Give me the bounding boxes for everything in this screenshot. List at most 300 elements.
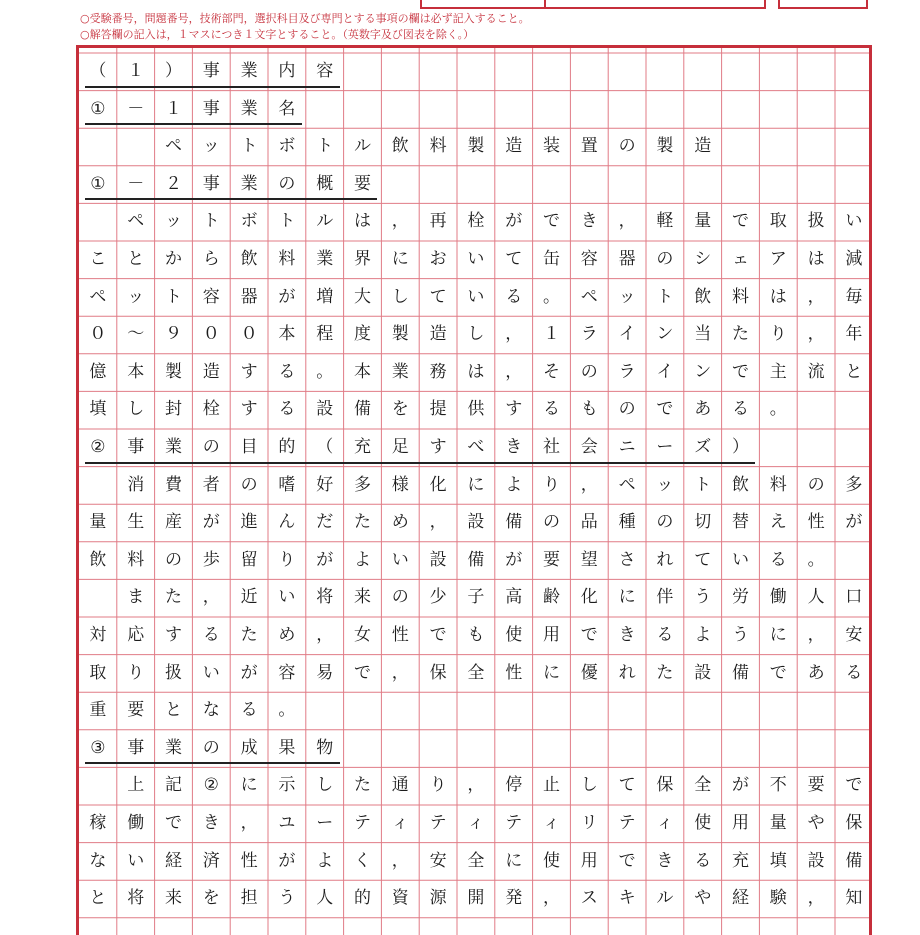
- answer-char: ）: [731, 437, 749, 457]
- answer-char: ②: [90, 437, 106, 457]
- answer-char: る: [694, 850, 712, 871]
- answer-char: 充: [353, 437, 371, 457]
- answer-char: い: [467, 249, 485, 269]
- answer-char: ～: [127, 324, 145, 345]
- answer-char: 働: [769, 587, 787, 608]
- heading-underline: [85, 762, 340, 764]
- answer-char: め: [391, 512, 409, 533]
- answer-char: 済: [202, 850, 220, 871]
- answer-char: 製: [656, 136, 674, 157]
- answer-char: よ: [353, 549, 371, 570]
- answer-char: だ: [316, 512, 334, 533]
- answer-char: と: [164, 700, 182, 721]
- answer-char: が: [278, 850, 296, 871]
- answer-char: ９: [164, 324, 182, 345]
- answer-char: 安: [845, 625, 863, 645]
- answer-char: が: [731, 775, 749, 796]
- subject-box: [778, 0, 868, 9]
- answer-char: ェ: [731, 249, 749, 269]
- answer-char: う: [731, 625, 749, 645]
- answer-char: 億: [89, 361, 107, 382]
- answer-char: り: [769, 324, 787, 345]
- answer-char: れ: [656, 549, 674, 570]
- answer-char: 設: [316, 399, 334, 420]
- answer-char: ー: [316, 813, 334, 833]
- answer-char: で: [429, 625, 447, 645]
- answer-char: 止: [542, 775, 560, 796]
- answer-char: 物: [316, 737, 334, 758]
- answer-char: え: [769, 512, 787, 533]
- answer-char: 足: [391, 437, 409, 457]
- answer-char: 備: [731, 662, 749, 683]
- answer-char: ッ: [127, 286, 145, 307]
- answer-char: 。: [807, 549, 825, 570]
- answer-char: も: [580, 399, 598, 420]
- answer-char: 業: [391, 361, 409, 382]
- answer-char: ッ: [202, 136, 220, 157]
- answer-char: い: [127, 850, 145, 871]
- answer-char: き: [202, 813, 220, 833]
- exam-number-box: [420, 0, 548, 9]
- answer-char: 業: [240, 173, 258, 194]
- answer-char: 造: [202, 361, 220, 382]
- answer-char: ト: [316, 136, 334, 157]
- answer-char: ボ: [240, 211, 258, 232]
- answer-char: 成: [240, 737, 258, 758]
- answer-char: の: [618, 399, 636, 420]
- heading-underline: [85, 86, 340, 88]
- answer-char: 造: [694, 136, 712, 157]
- answer-char: テ: [429, 813, 447, 833]
- answer-char: 飲: [731, 474, 749, 495]
- answer-char: 供: [467, 399, 485, 420]
- answer-char: 会: [580, 437, 598, 457]
- answer-char: し: [127, 399, 145, 420]
- answer-char: よ: [694, 625, 712, 645]
- answer-char: あ: [694, 399, 712, 420]
- answer-char: ペ: [580, 286, 598, 307]
- answer-char: れ: [618, 662, 636, 683]
- answer-char: 留: [240, 549, 258, 570]
- answer-char: 年: [845, 324, 863, 345]
- answer-char: 容: [278, 662, 296, 683]
- answer-char: ィ: [467, 813, 485, 833]
- answer-char: よ: [505, 474, 523, 495]
- answer-char: や: [694, 888, 712, 909]
- answer-char: 。: [769, 399, 787, 420]
- answer-char: 量: [89, 512, 107, 533]
- answer-char: 望: [580, 549, 598, 570]
- answer-char: き: [580, 211, 598, 232]
- answer-char: を: [202, 888, 220, 909]
- answer-char: 歩: [202, 549, 220, 570]
- answer-char: 容: [580, 249, 598, 269]
- answer-char: が: [278, 286, 296, 307]
- answer-char: 記: [164, 775, 182, 796]
- answer-char: て: [429, 286, 447, 307]
- answer-char: 担: [240, 888, 258, 909]
- answer-char: 種: [618, 512, 636, 533]
- answer-char: 用: [542, 625, 560, 645]
- answer-char: の: [656, 249, 674, 269]
- answer-char: 造: [505, 136, 523, 157]
- answer-char: ，: [316, 625, 334, 645]
- answer-char: ル: [353, 136, 371, 157]
- answer-char: い: [278, 587, 296, 608]
- answer-char: 飲: [694, 286, 712, 307]
- department-box: [544, 0, 766, 9]
- answer-char: 性: [240, 850, 258, 871]
- instruction-1: ○受験番号，問題番号，技術部門，選択科目及び専門とする事項の欄は必ず記入すること。: [80, 12, 530, 25]
- answer-char: と: [127, 249, 145, 269]
- answer-char: が: [240, 662, 258, 683]
- answer-char: 業: [316, 249, 334, 269]
- answer-char: 流: [807, 361, 825, 382]
- answer-char: る: [278, 399, 296, 420]
- answer-char: 事: [202, 61, 220, 81]
- answer-char: に: [769, 625, 787, 645]
- answer-char: い: [845, 211, 863, 232]
- answer-char: ，: [618, 211, 636, 232]
- answer-char: 置: [580, 136, 598, 157]
- answer-char: 器: [618, 249, 636, 269]
- answer-char: ル: [316, 211, 334, 232]
- answer-char: す: [240, 361, 258, 382]
- answer-char: 造: [429, 324, 447, 345]
- answer-char: ペ: [127, 211, 145, 232]
- answer-char: ト: [240, 136, 258, 157]
- answer-char: 使: [694, 813, 712, 833]
- answer-char: 封: [164, 399, 182, 420]
- answer-char: と: [89, 888, 107, 909]
- answer-char: （: [316, 437, 334, 457]
- answer-char: 近: [240, 587, 258, 608]
- answer-char: ー: [656, 437, 674, 457]
- answer-char: 界: [353, 249, 371, 269]
- answer-char: 減: [845, 249, 863, 269]
- answer-char: を: [391, 399, 409, 420]
- answer-char: ユ: [278, 813, 296, 833]
- answer-char: 填: [769, 850, 787, 871]
- answer-char: （: [89, 61, 107, 81]
- answer-char: の: [202, 437, 220, 457]
- answer-char: な: [89, 850, 107, 871]
- answer-char: 上: [127, 775, 145, 796]
- answer-char: は: [807, 249, 825, 269]
- answer-char: で: [731, 361, 749, 382]
- answer-char: 増: [316, 286, 334, 307]
- answer-char: 業: [240, 98, 258, 119]
- answer-char: 備: [467, 549, 485, 570]
- answer-char: か: [164, 249, 182, 269]
- answer-char: 扱: [164, 662, 182, 683]
- answer-char: の: [807, 474, 825, 495]
- answer-char: う: [694, 587, 712, 608]
- answer-char: す: [240, 399, 258, 420]
- answer-char: 業: [164, 737, 182, 758]
- answer-char: 度: [353, 324, 371, 345]
- answer-char: 扱: [807, 211, 825, 232]
- answer-char: 様: [391, 474, 409, 495]
- answer-char: ィ: [391, 813, 409, 833]
- answer-char: 概: [316, 173, 334, 194]
- answer-char: た: [731, 324, 749, 345]
- answer-char: 切: [694, 512, 712, 533]
- answer-char: ィ: [542, 813, 560, 833]
- answer-char: が: [505, 211, 523, 232]
- answer-char: 知: [845, 888, 863, 909]
- answer-char: ニ: [618, 437, 636, 457]
- answer-char: 程: [316, 324, 334, 345]
- answer-char: 内: [278, 61, 296, 81]
- answer-char: ，: [505, 324, 523, 345]
- answer-char: の: [580, 361, 598, 382]
- answer-char: 全: [467, 850, 485, 871]
- answer-char: 量: [769, 813, 787, 833]
- answer-char: ０: [202, 324, 220, 345]
- answer-char: の: [618, 136, 636, 157]
- answer-char: 多: [845, 474, 863, 495]
- answer-char: る: [202, 625, 220, 645]
- answer-char: い: [391, 549, 409, 570]
- answer-char: 労: [731, 587, 749, 608]
- answer-char: 来: [164, 888, 182, 909]
- answer-char: き: [656, 850, 674, 871]
- answer-char: 通: [391, 775, 409, 796]
- answer-char: 本: [353, 361, 371, 382]
- answer-char: の: [542, 512, 560, 533]
- answer-char: 品: [580, 512, 598, 533]
- heading-underline: [85, 123, 302, 125]
- answer-char: 女: [353, 625, 371, 645]
- answer-char: あ: [807, 662, 825, 683]
- answer-char: し: [391, 286, 409, 307]
- answer-char: 使: [542, 850, 560, 871]
- answer-char: ラ: [618, 361, 636, 382]
- answer-char: 全: [467, 662, 485, 683]
- answer-char: 。: [542, 286, 560, 307]
- answer-char: ，: [807, 324, 825, 345]
- answer-char: で: [769, 662, 787, 683]
- answer-char: で: [845, 775, 863, 796]
- answer-char: 本: [127, 361, 145, 382]
- answer-char: る: [845, 662, 863, 683]
- answer-char: 対: [89, 625, 107, 645]
- answer-char: ッ: [618, 286, 636, 307]
- answer-char: 示: [278, 775, 296, 796]
- answer-char: 缶: [542, 249, 560, 269]
- answer-char: 備: [845, 850, 863, 871]
- answer-char: ，: [391, 662, 409, 683]
- answer-char: ０: [89, 324, 107, 345]
- answer-char: ，: [505, 361, 523, 382]
- answer-char: の: [164, 549, 182, 570]
- answer-char: や: [807, 813, 825, 833]
- answer-char: 事: [127, 437, 145, 457]
- answer-char: 量: [694, 211, 712, 232]
- answer-char: 性: [391, 625, 409, 645]
- answer-char: リ: [580, 813, 598, 833]
- answer-char: 目: [240, 437, 258, 457]
- answer-char: で: [656, 399, 674, 420]
- answer-char: 料: [278, 249, 296, 269]
- answer-char: 設: [467, 512, 485, 533]
- answer-char: ，: [240, 813, 258, 833]
- answer-char: 容: [202, 286, 220, 307]
- answer-char: 開: [467, 888, 485, 909]
- answer-char: る: [278, 361, 296, 382]
- answer-char: ①: [90, 173, 106, 194]
- answer-char: ま: [127, 587, 145, 608]
- answer-char: 産: [164, 512, 182, 533]
- answer-char: し: [580, 775, 598, 796]
- answer-char: 経: [731, 888, 749, 909]
- answer-char: も: [467, 625, 485, 645]
- answer-char: 毎: [845, 286, 863, 307]
- answer-char: 源: [429, 888, 447, 909]
- answer-char: の: [656, 512, 674, 533]
- answer-char: 飲: [89, 549, 107, 570]
- answer-char: 人: [807, 587, 825, 608]
- answer-char: 優: [580, 662, 598, 683]
- answer-char: す: [164, 625, 182, 645]
- instruction-2: ○解答欄の記入は，１マスにつき１文字とすること。（英数字及び図表を除く。）: [80, 28, 475, 41]
- answer-char: ②: [203, 775, 219, 796]
- answer-char: に: [391, 249, 409, 269]
- answer-char: て: [505, 249, 523, 269]
- answer-char: 用: [731, 813, 749, 833]
- answer-char: 口: [845, 587, 863, 608]
- answer-char: テ: [618, 813, 636, 833]
- answer-char: る: [240, 700, 258, 721]
- answer-char: ，: [391, 211, 409, 232]
- answer-char: 料: [429, 136, 447, 157]
- answer-char: 業: [240, 61, 258, 81]
- answer-char: ，: [391, 850, 409, 871]
- answer-char: 再: [429, 211, 447, 232]
- answer-char: 将: [316, 587, 334, 608]
- answer-char: 要: [353, 173, 371, 194]
- answer-char: 名: [278, 98, 296, 119]
- answer-char: ペ: [618, 474, 636, 495]
- answer-char: ル: [656, 888, 674, 909]
- answer-char: 高: [505, 587, 523, 608]
- answer-char: 生: [127, 512, 145, 533]
- answer-char: め: [278, 625, 296, 645]
- answer-char: し: [467, 324, 485, 345]
- answer-char: 設: [807, 850, 825, 871]
- answer-char: に: [542, 662, 560, 683]
- answer-char: 働: [127, 813, 145, 833]
- answer-char: ン: [694, 361, 712, 382]
- answer-char: り: [542, 474, 560, 495]
- answer-char: ０: [240, 324, 258, 345]
- answer-char: 料: [769, 474, 787, 495]
- answer-char: 保: [429, 662, 447, 683]
- answer-char: す: [429, 437, 447, 457]
- answer-char: 備: [505, 512, 523, 533]
- answer-char: 備: [353, 399, 371, 420]
- answer-char: ，: [807, 625, 825, 645]
- answer-char: 的: [353, 888, 371, 909]
- answer-char: 事: [202, 98, 220, 119]
- answer-char: て: [694, 549, 712, 570]
- answer-char: ッ: [656, 474, 674, 495]
- answer-char: き: [505, 437, 523, 457]
- answer-char: る: [769, 549, 787, 570]
- answer-char: し: [316, 775, 334, 796]
- answer-char: ィ: [656, 813, 674, 833]
- answer-char: ２: [164, 173, 182, 194]
- answer-char: 料: [731, 286, 749, 307]
- answer-char: 製: [391, 324, 409, 345]
- answer-char: た: [164, 587, 182, 608]
- answer-char: １: [542, 324, 560, 345]
- answer-char: い: [731, 549, 749, 570]
- answer-char: に: [467, 474, 485, 495]
- answer-char: ん: [278, 512, 296, 533]
- answer-char: 本: [278, 324, 296, 345]
- answer-char: ，: [467, 775, 485, 796]
- answer-char: ッ: [164, 211, 182, 232]
- answer-char: 設: [429, 549, 447, 570]
- answer-char: り: [278, 549, 296, 570]
- answer-char: 消: [127, 474, 145, 495]
- answer-char: に: [618, 587, 636, 608]
- answer-char: ，: [580, 474, 598, 495]
- answer-char: 化: [580, 587, 598, 608]
- answer-char: テ: [505, 813, 523, 833]
- answer-char: に: [505, 850, 523, 871]
- answer-char: 少: [429, 587, 447, 608]
- answer-char: の: [278, 173, 296, 194]
- answer-char: ，: [429, 512, 447, 533]
- answer-char: の: [240, 474, 258, 495]
- answer-char: 充: [731, 850, 749, 871]
- answer-char: 容: [316, 61, 334, 81]
- answer-char: 験: [769, 888, 787, 909]
- heading-underline: [85, 198, 377, 200]
- answer-char: １: [127, 61, 145, 81]
- answer-char: 。: [316, 361, 334, 382]
- answer-char: 填: [89, 399, 107, 420]
- answer-char: る: [731, 399, 749, 420]
- answer-char: ③: [90, 737, 106, 758]
- answer-char: 化: [429, 474, 447, 495]
- answer-char: 進: [240, 512, 258, 533]
- answer-char: 保: [845, 813, 863, 833]
- answer-char: 稼: [89, 813, 107, 833]
- answer-char: 人: [316, 888, 334, 909]
- answer-char: シ: [694, 249, 712, 269]
- answer-char: た: [656, 662, 674, 683]
- answer-char: ラ: [580, 324, 598, 345]
- answer-char: イ: [656, 361, 674, 382]
- answer-char: ト: [694, 474, 712, 495]
- answer-char: い: [467, 286, 485, 307]
- answer-char: べ: [467, 437, 485, 457]
- answer-char: す: [505, 399, 523, 420]
- answer-char: 替: [731, 512, 749, 533]
- answer-char: で: [542, 211, 560, 232]
- answer-char: 設: [694, 662, 712, 683]
- answer-char: る: [542, 399, 560, 420]
- answer-char: ス: [580, 888, 598, 909]
- answer-char: 飲: [391, 136, 409, 157]
- answer-char: で: [353, 662, 371, 683]
- answer-char: て: [618, 775, 636, 796]
- answer-char: た: [240, 625, 258, 645]
